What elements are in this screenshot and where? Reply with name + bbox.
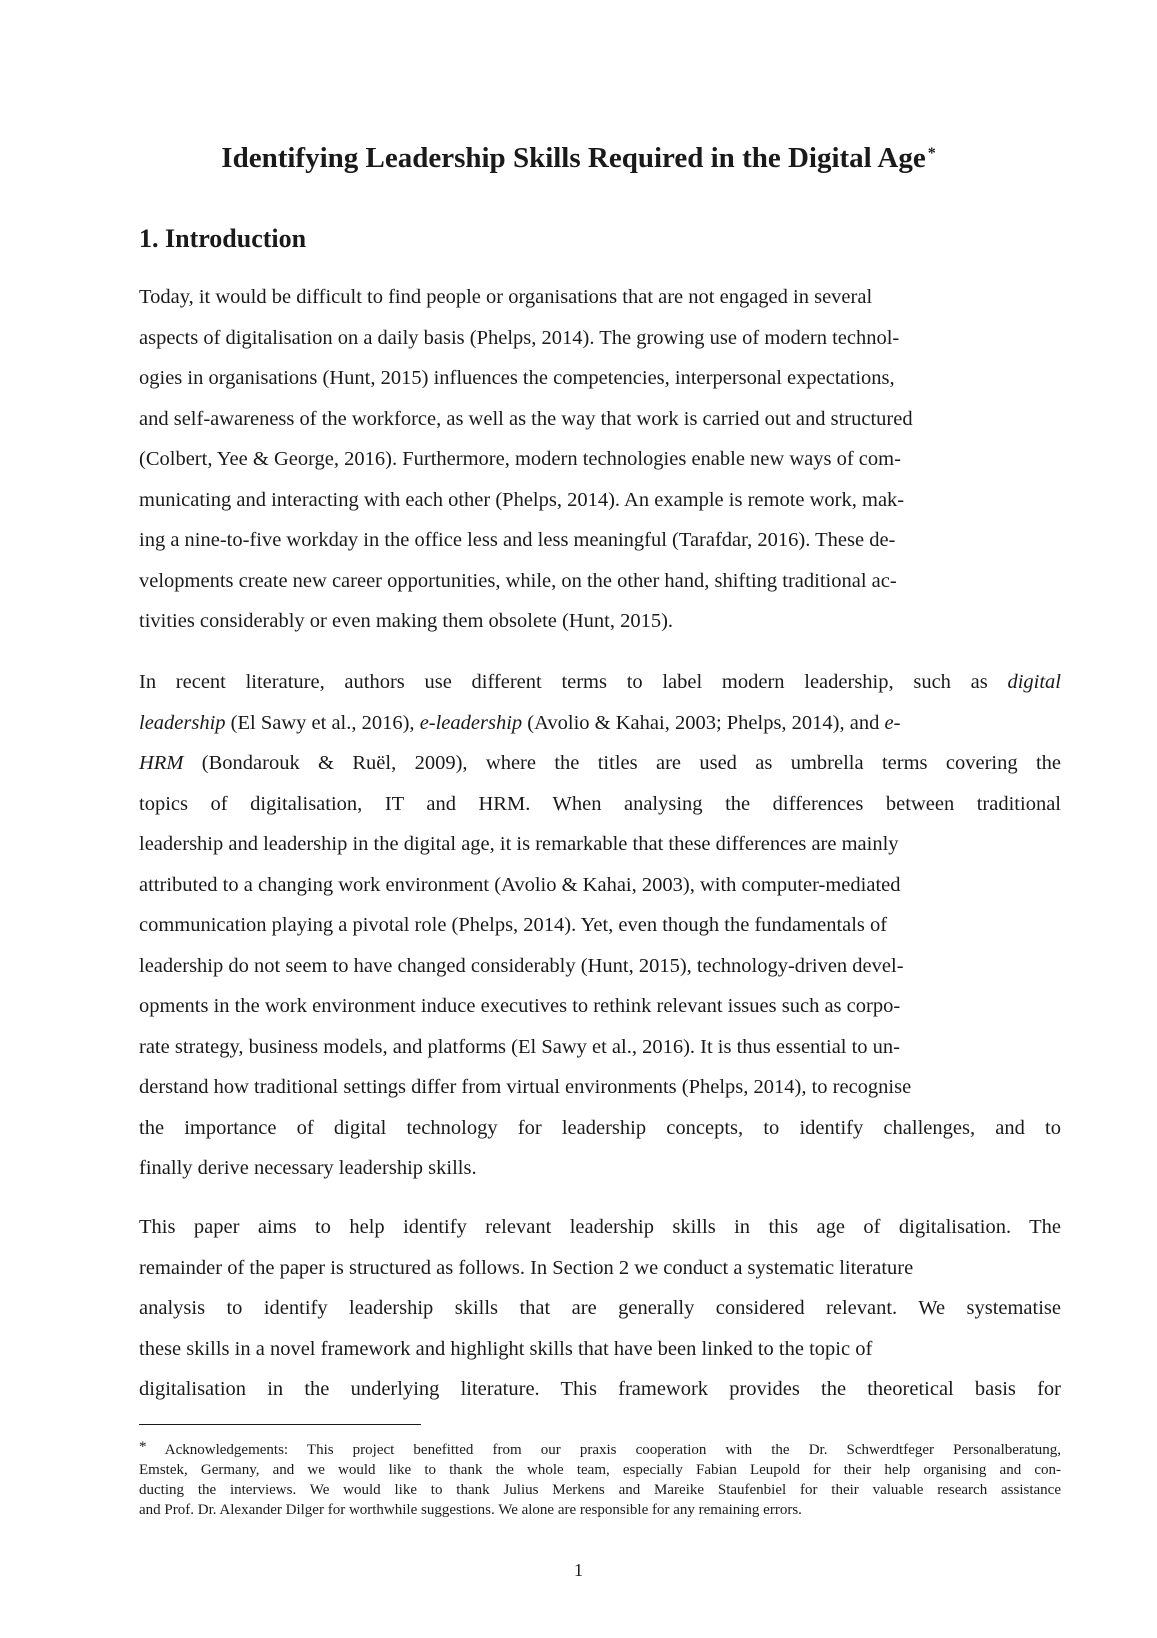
paragraph-line: municating and interacting with each other (Phelps, 2014). An example is remote work, mak- <box>139 488 905 511</box>
paragraph-line: tivities considerably or even making them obsolete (Hunt, 2015). <box>139 610 674 632</box>
italic-term-digital: digital <box>1007 671 1061 693</box>
paragraph-line <box>139 703 1061 744</box>
footnote-line: Emstek, Germany, and we would like to thank the whole team, especially Fabian Leupold for their help organising and con- <box>139 1462 1061 1478</box>
text-run: (El Sawy et al., 2016), <box>225 711 420 734</box>
paper-title <box>0 140 1157 176</box>
paragraph-2 <box>139 662 1061 1189</box>
paragraph-line: leadership do not seem to have changed considerably (Hunt, 2015), technology-driven devel- <box>139 954 904 977</box>
text-run: In recent literature, authors use different terms to label modern leadership, such as <box>139 671 1008 693</box>
text-run: (Avolio & Kahai, 2003; Phelps, 2014), and <box>522 711 885 734</box>
italic-term-e-leadership: e-leadership <box>419 711 523 734</box>
footnote-divider <box>139 1424 421 1425</box>
section-heading-introduction: 1. Introduction <box>139 224 307 253</box>
paragraph-line: derstand how traditional settings differ from virtual environments (Phelps, 2014), to recognise <box>139 1076 912 1098</box>
paragraph-line: topics of digitalisation, IT and HRM. When analysing the differences between traditional <box>139 792 1061 815</box>
paragraph-line: rate strategy, business models, and platforms (El Sawy et al., 2016). It is thus essential to un- <box>139 1035 901 1058</box>
paragraph-line: (Colbert, Yee & George, 2016). Furthermore, modern technologies enable new ways of com- <box>139 448 901 470</box>
paragraph-line: these skills in a novel framework and highlight skills that have been linked to the topic of <box>139 1337 873 1360</box>
footnote-marker: * <box>139 1439 147 1455</box>
paragraph-line: remainder of the paper is structured as follows. In Section 2 we conduct a systematic literature <box>139 1256 914 1279</box>
paragraph-line: velopments create new career opportunities, while, on the other hand, shifting traditional ac- <box>139 569 897 592</box>
paragraph-line <box>139 662 1061 703</box>
paragraph-line: opments in the work environment induce executives to rethink relevant issues such as corpo- <box>139 995 901 1017</box>
title-footnote-marker[interactable]: * <box>927 145 936 162</box>
paragraph-line: This paper aims to help identify relevant leadership skills in this age of digitalisation. The <box>139 1216 1061 1238</box>
paragraph-line: digitalisation in the underlying literature. This framework provides the theoretical basis for <box>139 1378 1061 1400</box>
footnote-line <box>139 1440 1061 1460</box>
footnote-text: Acknowledgements: This project benefitted from our praxis cooperation with the Dr. Schwerdtfeger Personalberatung, <box>146 1442 1061 1458</box>
paragraph-line: and self-awareness of the workforce, as well as the way that work is carried out and structured <box>139 407 913 430</box>
paper-title-text: Identifying Leadership Skills Required in the Digital Age <box>221 142 926 174</box>
italic-term-hrm: HRM <box>139 752 184 774</box>
italic-term-e-hrm-part: e- <box>884 711 901 734</box>
paragraph-line: attributed to a changing work environment (Avolio & Kahai, 2003), with computer-mediated <box>139 873 901 896</box>
paragraph-line: leadership and leadership in the digital age, it is remarkable that these differences are mainly <box>139 833 899 855</box>
paragraph-line: ing a nine-to-five workday in the office less and less meaningful (Tarafdar, 2016). These de- <box>139 529 896 551</box>
paragraph-3 <box>139 1207 1061 1410</box>
paragraph-line <box>139 743 1061 784</box>
paragraph-line: ogies in organisations (Hunt, 2015) influences the competencies, interpersonal expectations, <box>139 367 895 389</box>
paragraph-line: analysis to identify leadership skills that are generally considered relevant. We systematise <box>139 1297 1061 1319</box>
text-run: (Bondarouk & Ruël, 2009), where the titles are used as umbrella terms covering the <box>183 752 1061 774</box>
footnote-acknowledgements <box>139 1440 1061 1520</box>
paragraph-line: Today, it would be difficult to find people or organisations that are not engaged in several <box>139 286 873 308</box>
paragraph-line: aspects of digitalisation on a daily basis (Phelps, 2014). The growing use of modern technol- <box>139 326 900 349</box>
italic-term-leadership: leadership <box>139 711 226 734</box>
paragraph-line: the importance of digital technology for leadership concepts, to identify challenges, and to <box>139 1116 1061 1139</box>
paragraph-line: finally derive necessary leadership skills. <box>139 1157 477 1179</box>
footnote-line: ducting the interviews. We would like to thank Julius Merkens and Mareike Staufenbiel for their valuable research assistance <box>139 1482 1061 1498</box>
footnote-line: and Prof. Dr. Alexander Dilger for worthwhile suggestions. We alone are responsible for any remaining errors. <box>139 1502 802 1518</box>
paragraph-1 <box>139 277 1061 642</box>
paragraph-line: communication playing a pivotal role (Phelps, 2014). Yet, even though the fundamentals of <box>139 914 888 936</box>
page-number: 1 <box>574 1560 583 1580</box>
